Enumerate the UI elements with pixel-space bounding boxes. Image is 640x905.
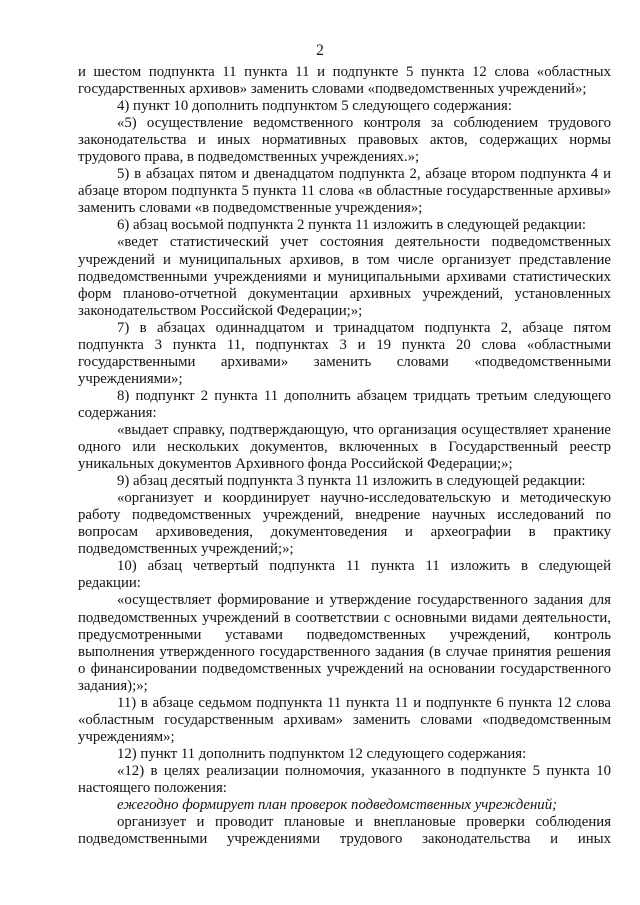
paragraph-quote-12: «12) в целях реализации полномочия, указанного в подпункте 5 пункта 10 настоящего положения: <box>78 762 611 796</box>
paragraph-item-4: 4) пункт 10 дополнить подпунктом 5 следующего содержания: <box>117 98 512 115</box>
paragraph-item-7: 7) в абзацах одиннадцатом и тринадцатом подпункта 2, абзаце пятом подпункта 3 пункта 11, подпунктах 3 и 19 пункта 20 слова «областными государственными архивами» заменить словами «подведомственными учреждениями»; <box>78 319 611 387</box>
paragraph-quote-6: «ведет статистический учет состояния деятельности подведомственных учреждений и муниципальных архивов, в том числе организует представление подведомственными учреждениями и муниципальными архивами статистических форм планово-отчетной документации архивных учреждений, установленных законодательством Российской Федерации;»; <box>78 234 611 319</box>
paragraph-item-9: 9) абзац десятый подпункта 3 пункта 11 изложить в следующей редакции: <box>117 473 586 490</box>
paragraph-quote-8: «выдает справку, подтверждающую, что организация осуществляет хранение одного или нескольких документов, включенных в Государственный реестр уникальных документов Архивного фонда Российской Федерации;»; <box>78 421 611 473</box>
paragraph-item-11: 11) в абзаце седьмом подпункта 11 пункта 11 и подпункте 6 пункта 12 слова «областным государственным архивам» заменить словами «подведомственным учреждениям»; <box>78 694 611 745</box>
paragraph-item-10: 10) абзац четвертый подпункта 11 пункта 11 изложить в следующей редакции: <box>78 558 611 592</box>
paragraph-item-8: 8) подпункт 2 пункта 11 дополнить абзацем тридцать третьим следующего содержания: <box>78 387 611 421</box>
paragraph-quote-9: «организует и координирует научно-исследовательскую и методическую работу подведомственных учреждений, внедрение научных исследований по вопросам архивоведения, документоведения и археографии в практику подведомственных учреждений;»; <box>78 490 611 558</box>
paragraph-quote-4: «5) осуществление ведомственного контроля за соблюдением трудового законодательства и иных нормативных правовых актов, содержащих нормы трудового права, в подведомственных учреждениях.»; <box>78 115 611 166</box>
paragraph-continuation: и шестом подпункта 11 пункта 11 и подпункте 5 пункта 12 слова «областных государственных архивов» заменить словами «подведомственных учреждений»; <box>78 64 611 98</box>
paragraph-plan: ежегодно формирует план проверок подведомственных учреждений; <box>117 797 558 814</box>
paragraph-quote-10: «осуществляет формирование и утверждение государственного задания для подведомственных учреждений в соответствии с основными видами деятельности, предусмотренными уставами подведомственных учреждений, контроль выполнения утвержденного государственного задания (в случае принятия решения о финансировании подведомственных учреждений на основании государственного задания);»; <box>78 592 611 694</box>
paragraph-item-12: 12) пункт 11 дополнить подпунктом 12 следующего содержания: <box>117 745 527 762</box>
document-body <box>78 64 611 848</box>
paragraph-inspections: организует и проводит плановые и внеплановые проверки соблюдения подведомственными учреждениями трудового законодательства и иных <box>78 814 611 848</box>
page-number: 2 <box>316 42 324 59</box>
paragraph-item-5: 5) в абзацах пятом и двенадцатом подпункта 2, абзаце втором подпункта 4 и абзаце втором подпункта 5 пункта 11 слова «в областные государственные архивы» заменить словами «в подведомственные учреждения»; <box>78 166 611 217</box>
paragraph-item-6: 6) абзац восьмой подпункта 2 пункта 11 изложить в следующей редакции: <box>117 217 586 234</box>
